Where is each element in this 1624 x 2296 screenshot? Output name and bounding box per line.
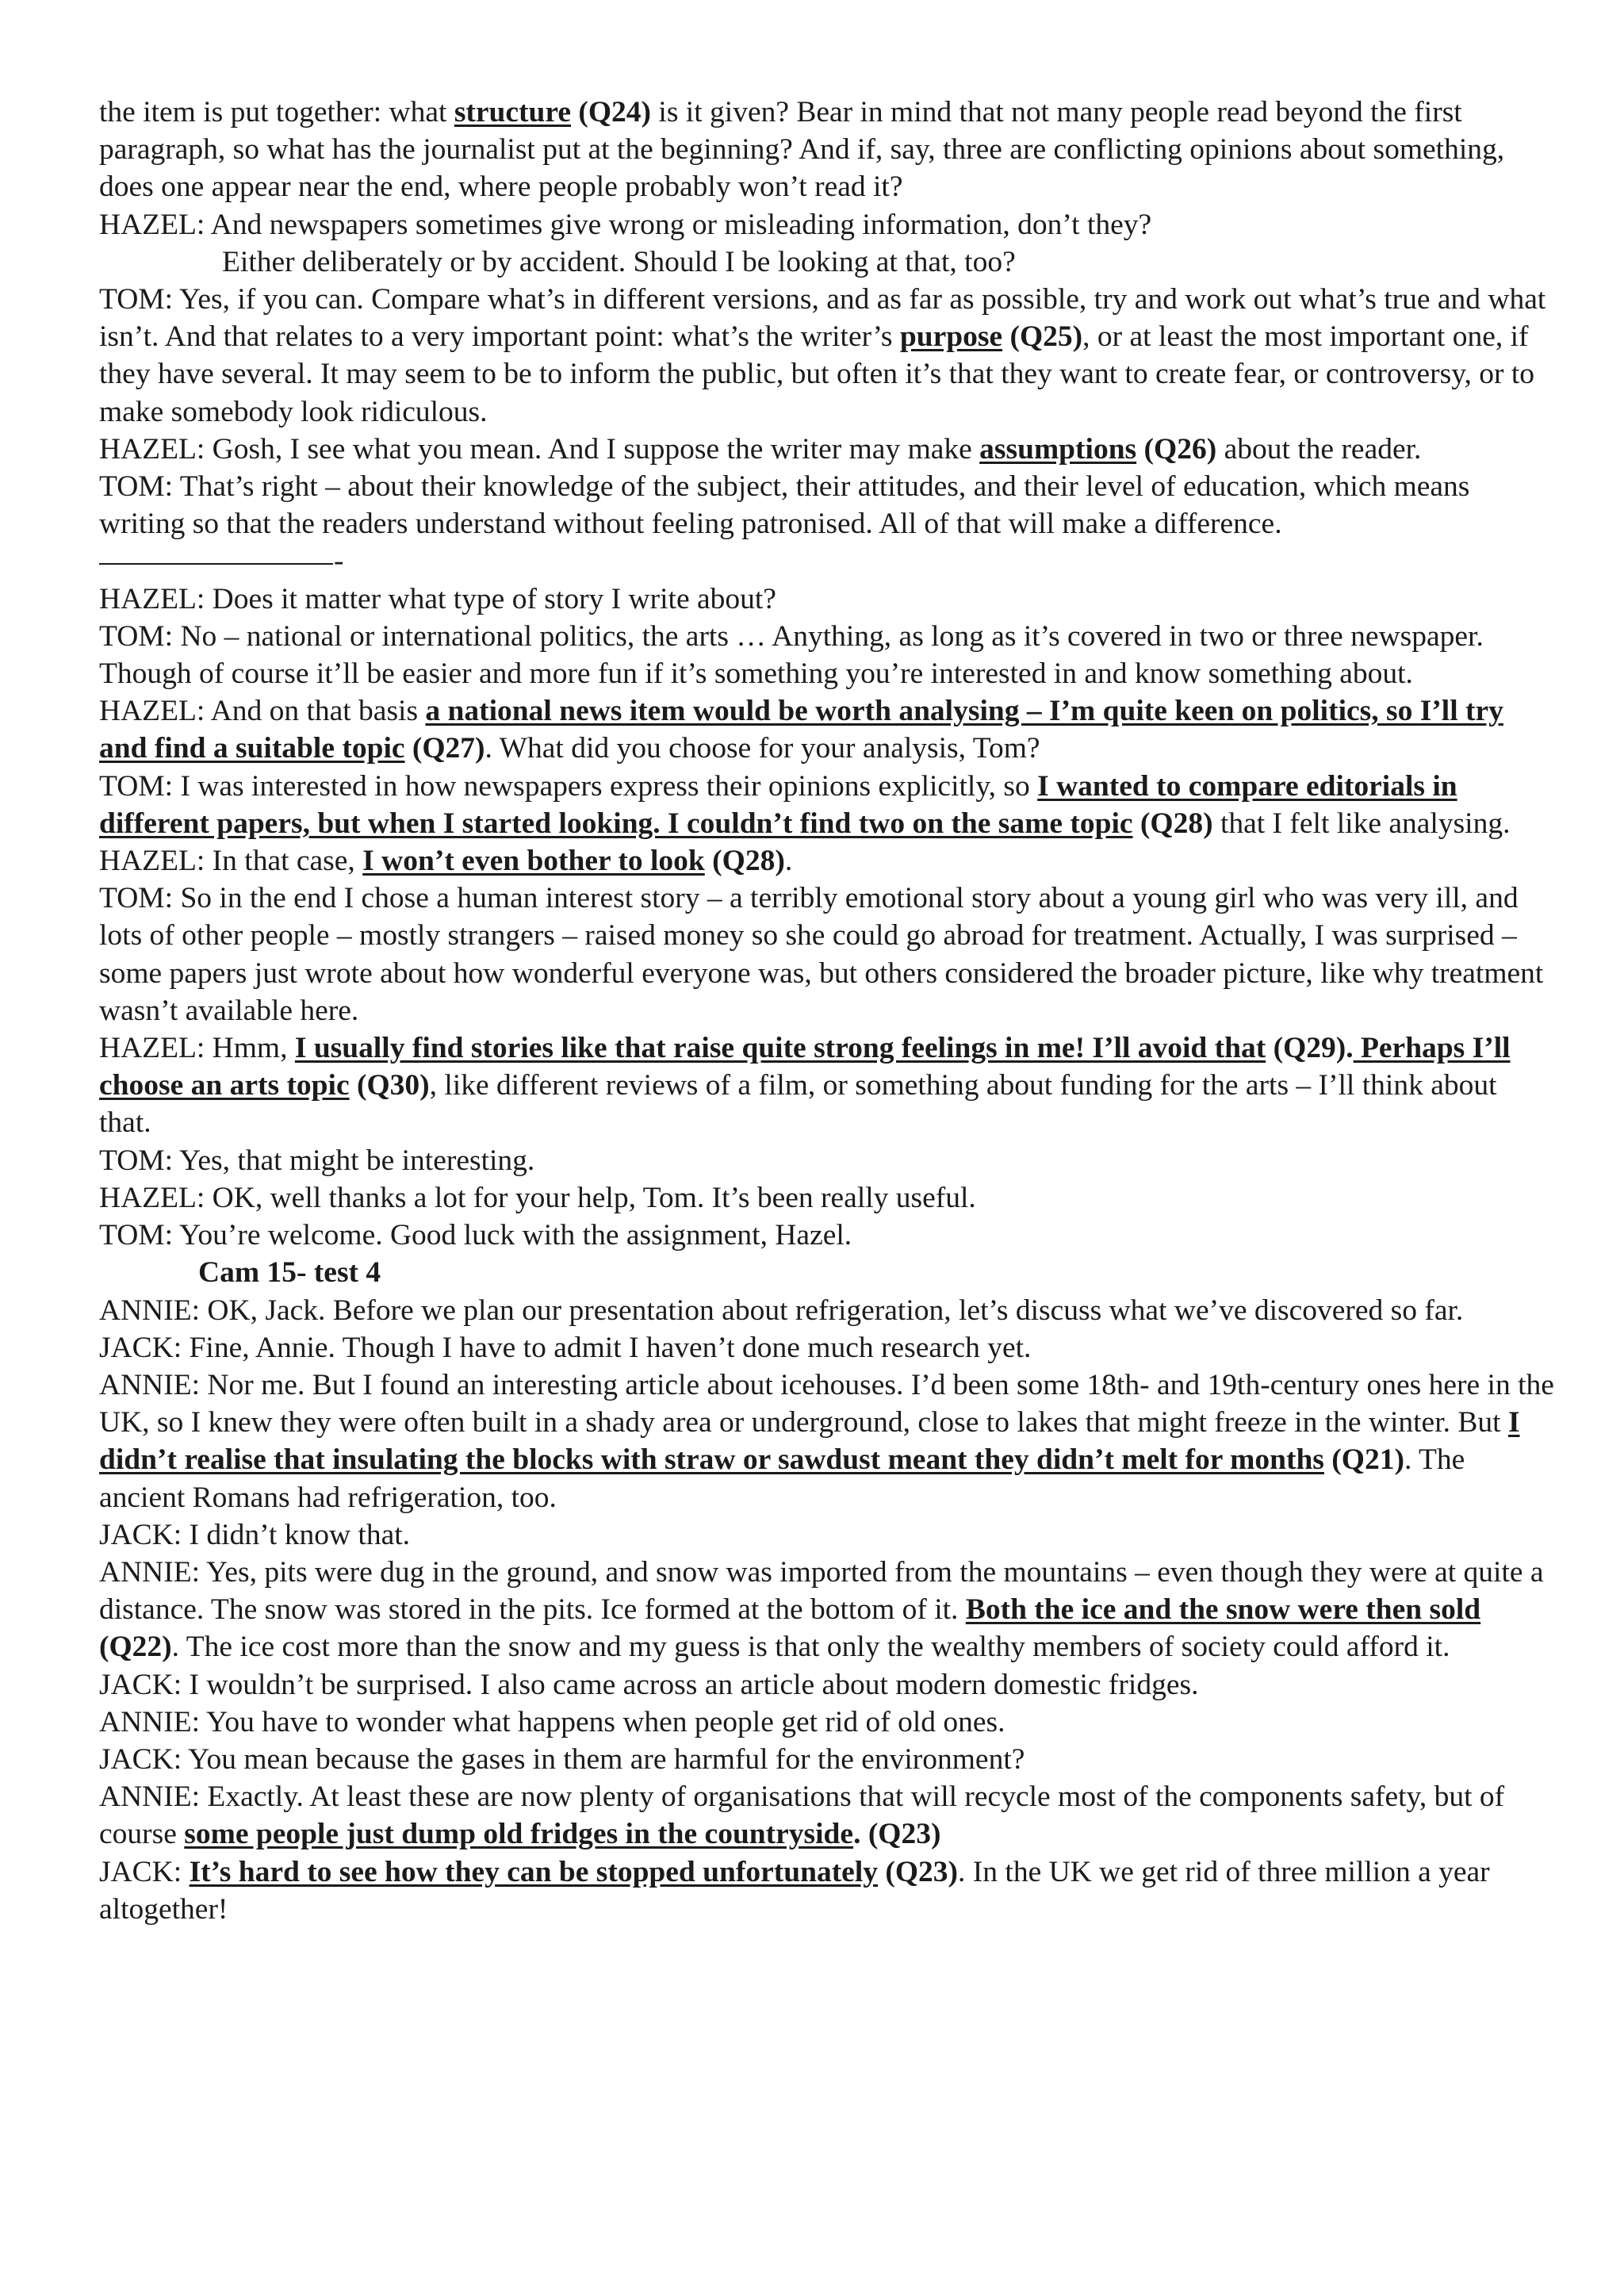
text-segment	[1136, 433, 1143, 466]
text-segment: .	[784, 845, 793, 878]
transcript-paragraph	[99, 618, 1554, 692]
answer-highlight: I usually find stories like that raise quite strong feelings in me! I’ll avoid that	[294, 1032, 1266, 1065]
text-segment: the item is put together: what	[99, 96, 454, 128]
transcript-paragraph	[99, 94, 1554, 206]
answer-highlight: some people just dump old fridges in the countryside	[184, 1818, 854, 1851]
text-segment	[878, 1856, 885, 1888]
question-reference: (Q28)	[712, 845, 785, 878]
answer-highlight: structure	[454, 96, 572, 128]
transcript-paragraph	[99, 1142, 1554, 1179]
transcript-paragraph	[99, 1217, 1554, 1254]
text-segment: HAZEL: And on that basis	[99, 695, 426, 728]
text-segment: TOM: That’s right – about their knowledge of the subject, their attitudes, and their level of education, which means writing so that the readers understand without feeling patronised. All of that will make a difference.	[99, 470, 1470, 541]
transcript-paragraph	[99, 768, 1554, 842]
transcript-paragraph	[99, 1704, 1554, 1741]
transcript-paragraph	[99, 468, 1554, 542]
answer-highlight: I wanted to compare editorials in different papers, but when I started looking. I couldn’t find two on the same topic	[99, 769, 1457, 840]
text-segment: HAZEL: Gosh, I see what you mean. And I suppose the writer may make	[99, 432, 980, 466]
text-segment: ANNIE: You have to wonder what happens when people get rid of old ones.	[99, 1705, 1005, 1738]
text-segment: . What did you choose for your analysis, Tom?	[485, 732, 1040, 765]
text-segment: . The ice cost more than the snow and my guess is that only the wealthy members of society could afford it.	[171, 1631, 1450, 1664]
text-segment: JACK:	[99, 1855, 190, 1888]
question-reference: (Q22)	[99, 1631, 172, 1664]
answer-highlight: a national news item would be worth analysing – I’m quite keen on politics, so I’ll try and find a suitable topic	[99, 695, 1503, 765]
transcript-paragraph	[99, 1329, 1554, 1366]
text-segment: TOM: Yes, if you can. Compare what’s in different versions, and as far as possible, try and work out what’s true and what isn’t. And that relates to a very important point: what’s the writer’s	[99, 283, 1546, 354]
text-segment: , like different reviews of a film, or something about funding for the arts – I’ll think about that.	[99, 1069, 1497, 1140]
question-reference: (Q24)	[578, 96, 652, 128]
answer-highlight: purpose	[899, 320, 1003, 354]
transcript-paragraph	[99, 1741, 1554, 1778]
text-segment: JACK: I wouldn’t be surprised. I also came across an article about modern domestic fridges.	[99, 1668, 1199, 1701]
question-reference: .	[1346, 1032, 1354, 1065]
text-segment: HAZEL: Hmm,	[99, 1032, 295, 1065]
text-segment: TOM: You’re welcome. Good luck with the assignment, Hazel.	[99, 1219, 852, 1252]
text-segment: HAZEL: In that case,	[99, 845, 363, 878]
text-segment	[1133, 807, 1140, 840]
answer-highlight: I didn’t realise that insulating the blocks with straw or sawdust meant they didn’t melt for months	[99, 1406, 1520, 1477]
transcript-paragraph	[99, 431, 1554, 468]
text-segment: Either deliberately or by accident. Should I be looking at that, too?	[222, 245, 1016, 278]
text-segment: ANNIE: Nor me. But I found an interesting article about icehouses. I’d been some 18th- and 19th-century ones here in the UK, so I knew they were often built in a shady area or underground, close to lakes that might freeze in the winter. But	[99, 1368, 1554, 1439]
transcript-paragraph	[99, 581, 1554, 618]
text-segment: TOM: No – national or international politics, the arts … Anything, as long as it’s covered in two or three newspaper. Though of course it’ll be easier and more fun if it’s something you’re interested in and know something about.	[99, 619, 1484, 691]
transcript-paragraph	[99, 1778, 1554, 1853]
transcript-paragraph	[99, 243, 1554, 281]
answer-highlight: assumptions	[979, 432, 1137, 466]
transcript-paragraph	[99, 1179, 1554, 1217]
horizontal-rule	[99, 563, 333, 565]
text-segment: -	[334, 545, 344, 578]
transcript-paragraph	[99, 1516, 1554, 1554]
text-segment: JACK: I didn’t know that.	[99, 1518, 411, 1551]
transcript-paragraph	[99, 880, 1554, 1029]
question-reference: (Q30)	[356, 1069, 430, 1102]
answer-highlight: It’s hard to see how they can be stopped unfortunately	[189, 1855, 878, 1888]
text-segment: , or at least the most important one, if they have several. It may seem to be to inform the public, but often it’s that they want to create fear, or controversy, or to make somebody look ridiculous.	[99, 320, 1535, 428]
text-segment: about the reader.	[1216, 432, 1422, 466]
text-segment	[405, 732, 412, 765]
text-segment	[1324, 1443, 1331, 1476]
text-segment	[1266, 1032, 1273, 1064]
text-segment: ANNIE: Yes, pits were dug in the ground, and snow was imported from the mountains – even though they were at quite a distance. The snow was stored in the pits. Ice formed at the bottom of it.	[99, 1555, 1544, 1627]
transcript-paragraph	[99, 692, 1554, 767]
text-segment: JACK: You mean because the gases in them are harmful for the environment?	[99, 1742, 1025, 1776]
separator-line	[99, 542, 1554, 580]
answer-highlight: I won’t even bother to look	[362, 845, 705, 878]
text-segment: JACK: Fine, Annie. Though I have to admit I haven’t done much research yet.	[99, 1331, 1032, 1364]
answer-highlight: Both the ice and the snow were then sold	[965, 1593, 1481, 1627]
transcript-paragraph	[99, 281, 1554, 431]
question-reference: . (Q23)	[853, 1818, 941, 1851]
question-reference: (Q25)	[1009, 320, 1083, 354]
text-segment: TOM: I was interested in how newspapers express their opinions explicitly, so	[99, 769, 1038, 803]
text-segment	[350, 1069, 357, 1102]
text-segment: ANNIE: OK, Jack. Before we plan our presentation about refrigeration, let’s discuss what we’ve discovered so far.	[99, 1294, 1464, 1327]
transcript-paragraph	[99, 1853, 1554, 1928]
text-segment: HAZEL: OK, well thanks a lot for your help, Tom. It’s been really useful.	[99, 1181, 976, 1214]
transcript-paragraph	[99, 842, 1554, 880]
question-reference: (Q21)	[1331, 1443, 1404, 1477]
text-segment: TOM: Yes, that might be interesting.	[99, 1144, 535, 1177]
text-segment: . The ancient Romans had refrigeration, too.	[99, 1443, 1465, 1514]
transcript-paragraph	[99, 1366, 1554, 1516]
question-reference: (Q28)	[1139, 807, 1213, 840]
transcript-paragraph	[99, 1666, 1554, 1704]
text-segment: TOM: So in the end I chose a human interest story – a terribly emotional story about a young girl who was very ill, and lots of other people – mostly strangers – raised money so she could go abroad for treatment. Actually, I was surprised – some papers just wrote about how wonderful everyone was, but others considered the broader picture, like why treatment wasn’t available here.	[99, 882, 1544, 1027]
transcript-paragraph	[99, 1029, 1554, 1142]
text-segment	[705, 845, 712, 877]
question-reference: (Q26)	[1143, 432, 1217, 466]
transcript-paragraph	[99, 206, 1554, 243]
text-segment: Cam 15- test 4	[198, 1256, 381, 1290]
section-heading	[99, 1254, 1554, 1291]
text-segment: is it given? Bear in mind that not many people read beyond the first paragraph, so what has the journalist put at the beginning? And if, say, three are conflicting opinions about something, does one appear near the end, where people probably won’t read it?	[99, 96, 1505, 204]
text-segment: ANNIE: Exactly. At least these are now plenty of organisations that will recycle most of the components safety, but of course	[99, 1780, 1505, 1851]
transcript-paragraph	[99, 1554, 1554, 1666]
transcript-paragraph	[99, 1292, 1554, 1329]
text-segment	[571, 96, 578, 128]
text-segment: HAZEL: And newspapers sometimes give wrong or misleading information, don’t they?	[99, 208, 1152, 241]
question-reference: (Q23)	[885, 1855, 959, 1888]
question-reference: (Q29)	[1273, 1032, 1346, 1065]
question-reference: (Q27)	[412, 732, 485, 765]
answer-highlight: Perhaps I’ll choose an arts topic	[99, 1032, 1511, 1102]
text-segment: . In the UK we get rid of three million a year altogether!	[99, 1855, 1490, 1926]
text-segment: HAZEL: Does it matter what type of story I write about?	[99, 582, 776, 615]
text-segment: that I felt like analysing.	[1212, 807, 1511, 840]
